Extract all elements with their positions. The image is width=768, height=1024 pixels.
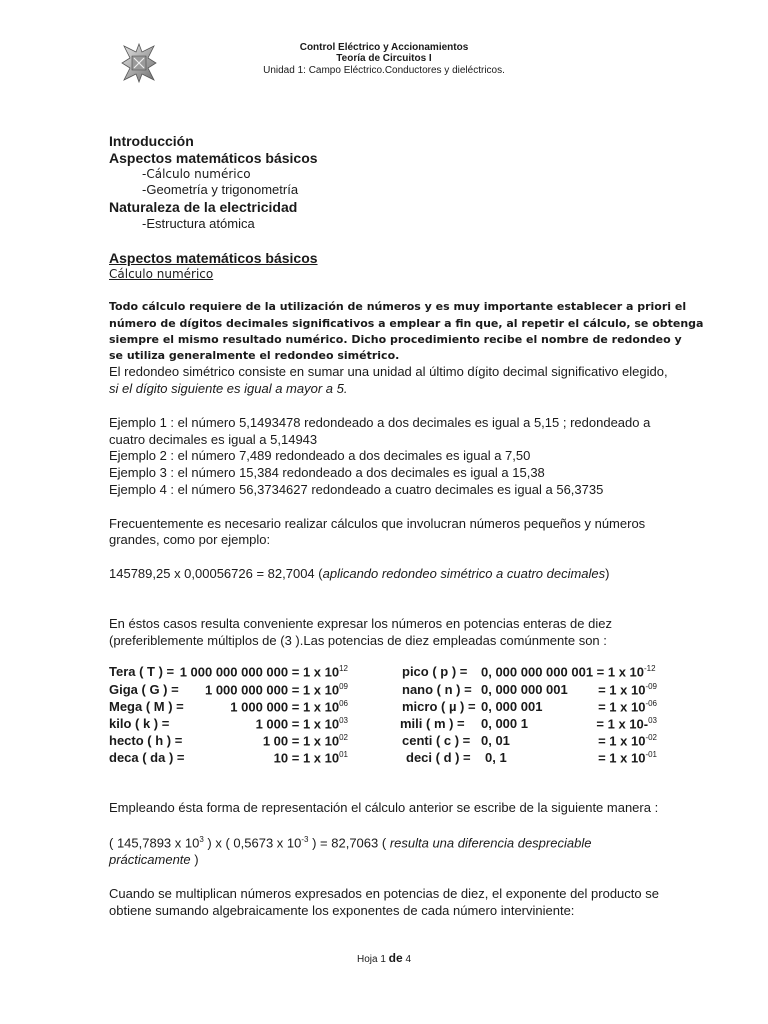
power-value: 1 000 = 1 x $10^{03}$ [255,716,348,732]
power-name: Mega ( M ) = [109,699,184,714]
para-5: Empleando ésta forma de representación el cálculo anterior se escribe de la siguiente manera : [109,800,659,815]
toc-geometria: -Geometría y trigonometría [142,182,299,197]
para-1-line: Todo cálculo requiere de la utilización de números y es muy importante establecer a priori el [109,300,687,313]
example-line: Ejemplo 3 : el número 15,384 redondeado a dos decimales es igual a 15,38 [109,465,545,480]
power-value-exp: = 1 x $10^{-02}$ [598,733,657,749]
para-4-line: (preferiblemente múltiplos de (3 ).Las potencias de diez empleadas comúnmente son : [109,633,607,648]
para-3-line: grandes, como por ejemplo: [109,532,271,547]
section-subtitle: Cálculo numérico [109,267,214,281]
power-value: 1 000 000 = 1 x $10^{06}$ [230,699,348,715]
power-name: deci ( d ) = [406,750,471,765]
footer-total: 4 [405,954,412,965]
toc-estructura: -Estructura atómica [142,216,255,231]
toc-calculo: -Cálculo numérico [142,167,251,181]
footer-de: de [388,951,403,965]
power-value: 0, 000 000 000 001 = 1 x $10^{-12}$ [481,664,656,680]
footer-page: Hoja 1 [356,954,386,965]
calc-example-2-cont: prácticamente ) [109,852,199,867]
toc-naturaleza: Naturaleza de la electricidad [109,199,298,215]
header-course: Control Eléctrico y Accionamientos [299,42,469,53]
header-unit: Unidad 1: Campo Eléctrico.Conductores y dieléctricos. [263,65,505,76]
power-value: 1 000 000 000 = 1 x $10^{09}$ [204,682,348,698]
page-footer [0,951,768,965]
example-line: Ejemplo 1 : el número 5,1493478 redondeado a dos decimales es igual a 5,15 ; redondeado a [109,415,651,430]
calc-example-2: ( 145,7893 x $10^3$ ) x ( 0,5673 x $10^{-3}$ ) = 82,7063 ( resulta una diferencia despreciable [109,835,592,851]
para-4-line: En éstos casos resulta conveniente expresar los números en potencias enteras de diez [109,616,612,631]
power-value-exp: = 1 x $10^{-06}$ [598,699,657,715]
power-name: micro ( µ ) = [402,699,476,714]
power-name: kilo ( k ) = [109,716,170,731]
example-line: cuatro decimales es igual a 5,14943 [109,432,318,447]
example-line: Ejemplo 4 : el número 56,3734627 redondeado a cuatro decimales es igual a 56,3735 [109,482,604,497]
power-name: mili ( m ) = [400,716,465,731]
power-value-exp: = 1 x $10^{-01}$ [598,750,657,766]
para-1-line: se utiliza generalmente el redondeo simétrico. [109,349,400,362]
power-name: hecto ( h ) = [109,733,183,748]
power-value-exp: = 1 x 10-$^{03}$ [596,716,657,732]
toc-aspectos: Aspectos matemáticos básicos [109,150,318,166]
power-value: 1 00 = 1 x $10^{02}$ [262,733,348,749]
para-3-line: Frecuentemente es necesario realizar cálculos que involucran números pequeños y números [109,516,646,531]
para-2-line-italic: si el dígito siguiente es igual a mayor a 5. [109,381,348,396]
para-6-line: obtiene sumando algebraicamente los exponentes de cada número interviniente: [109,903,575,918]
toc-intro: Introducción [109,133,194,149]
power-name: deca ( da ) = [109,750,185,765]
power-name: nano ( n ) = [402,682,472,697]
para-2-line: El redondeo simétrico consiste en sumar una unidad al último dígito decimal significativo elegido, [109,364,668,379]
power-value: 0, 1 [485,750,507,765]
power-value-exp: = 1 x $10^{-09}$ [598,682,657,698]
example-line: Ejemplo 2 : el número 7,489 redondeado a dos decimales es igual a 7,50 [109,448,531,463]
header-subject: Teoría de Circuitos I [336,53,432,64]
power-value: 1 000 000 000 000 = 1 x $10^{12}$ [179,664,348,680]
power-value: 0, 01 [481,733,510,748]
power-value: 0, 000 1 [481,716,528,731]
power-value: 10 = 1 x $10^{01}$ [273,750,348,766]
para-6-line: Cuando se multiplican números expresados en potencias de diez, el exponente del producto se [109,886,659,901]
power-value: 0, 000 001 [481,699,543,714]
para-1-line: siempre el mismo resultado numérico. Dicho procedimiento recibe el nombre de redondeo y [109,333,682,346]
power-name: centi ( c ) = [402,733,471,748]
section-title: Aspectos matemáticos básicos [109,250,318,266]
power-value: 0, 000 000 001 [481,682,568,697]
para-1-line: número de dígitos decimales significativos a emplear a fin que, al repetir el cálculo, se obtenga [109,317,704,330]
calc-example: 145789,25 x 0,00056726 = 82,7004 (aplicando redondeo simétrico a cuatro decimales) [109,566,610,581]
power-name: Tera ( T ) = [109,664,175,679]
power-name: Giga ( G ) = [109,682,179,697]
power-name: pico ( p ) = [402,664,468,679]
